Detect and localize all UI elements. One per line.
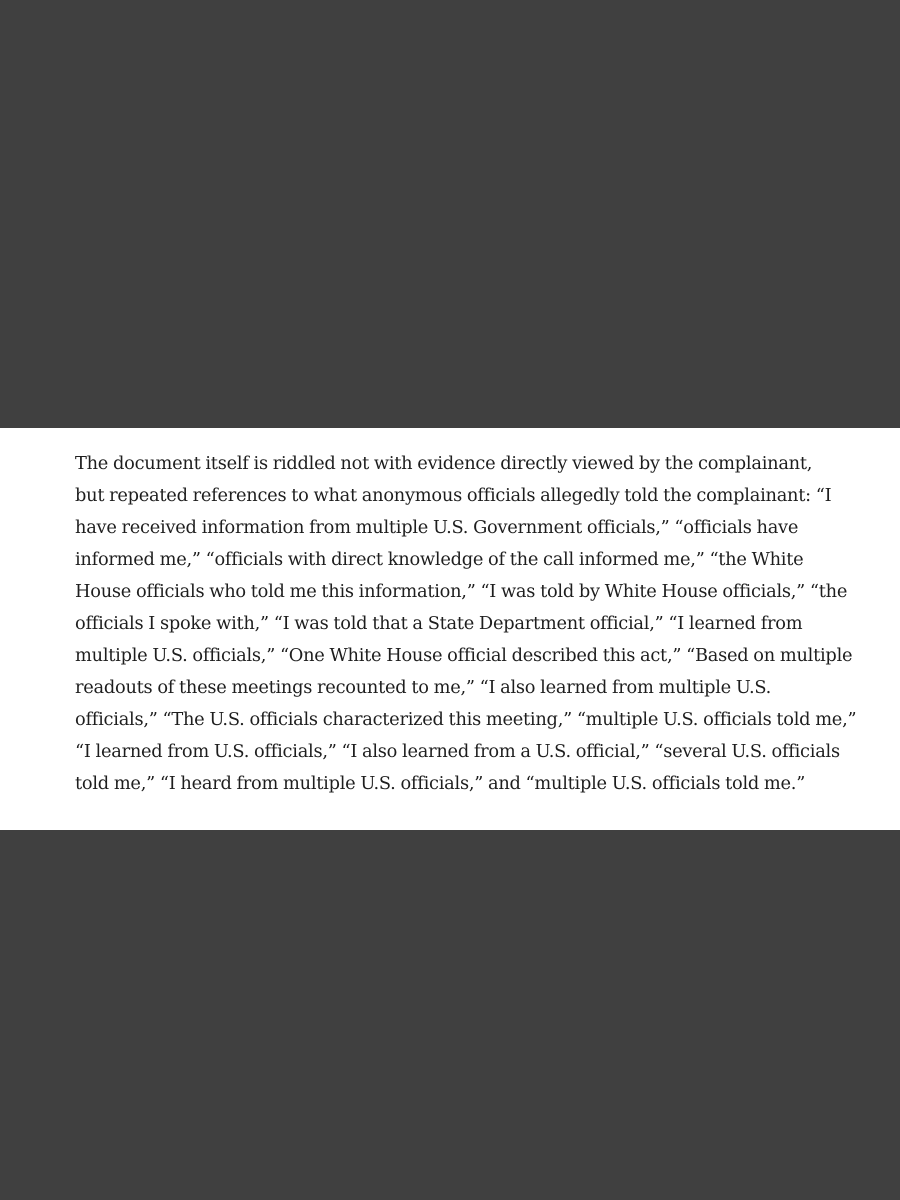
excerpt-line: multiple U.S. officials,” “One White House official described this act,” “Based on multiple <box>75 645 853 666</box>
excerpt-line: The document itself is riddled not with evidence directly viewed by the complainant, <box>75 453 813 474</box>
excerpt-line: officials,” “The U.S. officials characterized this meeting,” “multiple U.S. officials told me,” <box>75 709 857 730</box>
excerpt-line: readouts of these meetings recounted to me,” “I also learned from multiple U.S. <box>75 677 772 698</box>
excerpt-line: told me,” “I heard from multiple U.S. officials,” and “multiple U.S. officials told me.” <box>75 773 806 794</box>
excerpt-line: officials I spoke with,” “I was told that a State Department official,” “I learned from <box>75 613 803 634</box>
excerpt-line: informed me,” “officials with direct knowledge of the call informed me,” “the White <box>75 549 804 570</box>
document-excerpt-panel <box>0 428 900 830</box>
excerpt-line: but repeated references to what anonymous officials allegedly told the complainant: “I <box>75 485 832 506</box>
excerpt-paragraph <box>75 448 875 800</box>
excerpt-line: House officials who told me this information,” “I was told by White House officials,” “the <box>75 581 848 602</box>
excerpt-line: “I learned from U.S. officials,” “I also learned from a U.S. official,” “several U.S. officials <box>75 741 840 762</box>
excerpt-line: have received information from multiple U.S. Government officials,” “officials have <box>75 517 799 538</box>
